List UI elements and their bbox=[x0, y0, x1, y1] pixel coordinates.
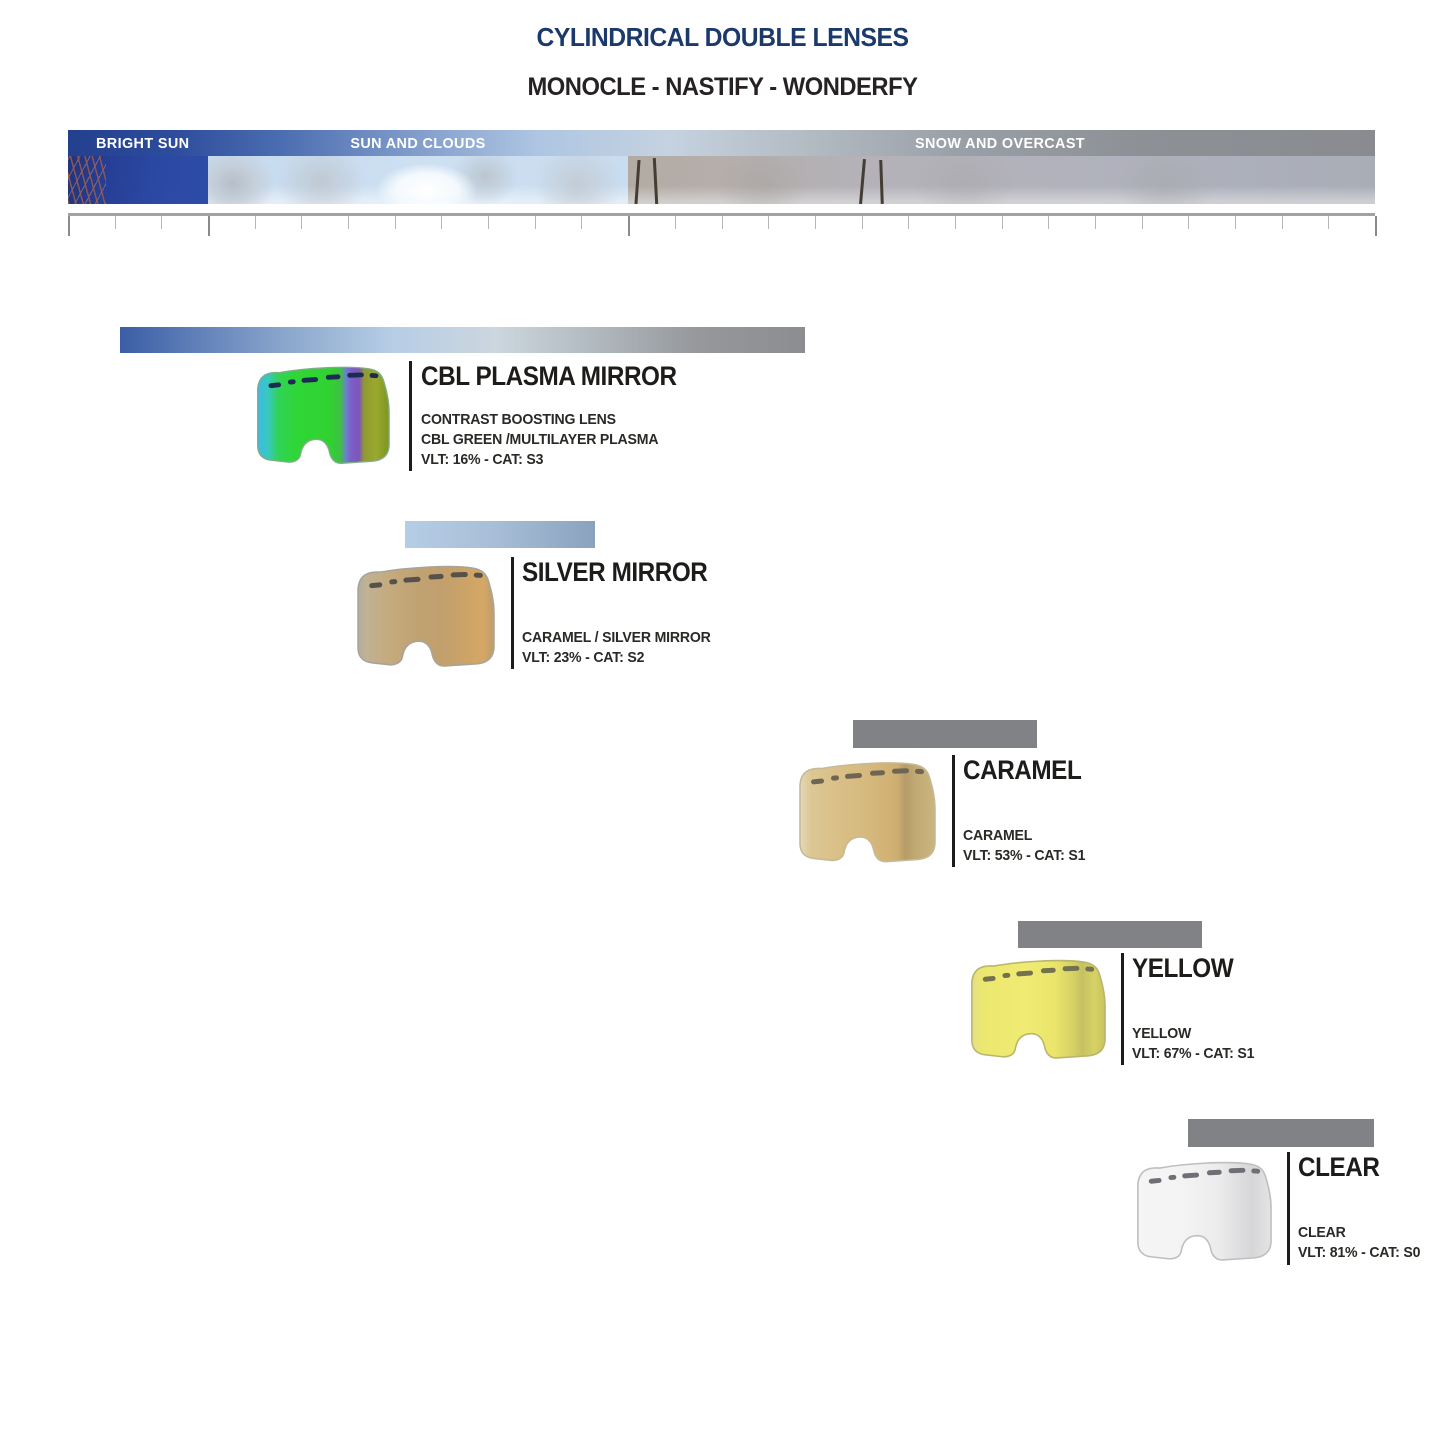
scale-tick bbox=[535, 216, 536, 229]
scale-tick bbox=[675, 216, 676, 229]
lens-image-silver-mirror bbox=[347, 559, 498, 673]
light-conditions-label-band bbox=[68, 130, 1375, 156]
scale-tick bbox=[441, 216, 442, 229]
scale-tick bbox=[1235, 216, 1236, 229]
scale-tick bbox=[815, 216, 816, 229]
scale-tick bbox=[955, 216, 956, 229]
ski-pole-graphic bbox=[859, 159, 865, 204]
range-bar-clear bbox=[1188, 1119, 1374, 1147]
light-conditions-photo-strip bbox=[68, 156, 1375, 204]
divider-line bbox=[1287, 1152, 1290, 1265]
scale-tick bbox=[768, 216, 769, 229]
divider-line bbox=[1121, 953, 1124, 1065]
scale-tick bbox=[1048, 216, 1049, 229]
scale-tick bbox=[208, 216, 210, 236]
scale-tick bbox=[1142, 216, 1143, 229]
divider-line bbox=[409, 361, 412, 471]
lens-details-silver-mirror bbox=[522, 628, 711, 668]
lens-specs: VLT: 16% - CAT: S3 bbox=[421, 451, 544, 468]
page-title: CYLINDRICAL DOUBLE LENSES bbox=[536, 22, 909, 52]
scale-tick bbox=[68, 216, 70, 236]
lens-specs: VLT: 81% - CAT: S0 bbox=[1298, 1244, 1421, 1261]
light-scale-ruler bbox=[68, 213, 1375, 238]
lens-title-caramel: CARAMEL bbox=[963, 755, 1082, 785]
ski-pole-graphic bbox=[634, 160, 640, 204]
lens-specs: VLT: 53% - CAT: S1 bbox=[963, 847, 1086, 864]
range-bar-yellow bbox=[1018, 921, 1202, 948]
lens-specs: VLT: 23% - CAT: S2 bbox=[522, 649, 645, 666]
lens-image-caramel bbox=[789, 757, 939, 867]
condition-label-bright-sun: BRIGHT SUN bbox=[96, 135, 190, 152]
lens-image-clear bbox=[1127, 1155, 1275, 1267]
ski-pole-graphic bbox=[653, 158, 658, 204]
condition-label-snow-and-overcast: SNOW AND OVERCAST bbox=[914, 135, 1086, 152]
scale-tick bbox=[1328, 216, 1329, 229]
scale-tick bbox=[348, 216, 349, 229]
scale-tick bbox=[722, 216, 723, 229]
lens-description: CARAMEL bbox=[963, 827, 1033, 844]
scale-tick bbox=[1282, 216, 1283, 229]
lens-description: CLEAR bbox=[1298, 1224, 1346, 1241]
divider-line bbox=[511, 557, 514, 669]
lens-title-silver-mirror: SILVER MIRROR bbox=[522, 557, 708, 587]
scale-tick bbox=[908, 216, 909, 229]
scale-tick bbox=[1188, 216, 1189, 229]
scale-tick bbox=[255, 216, 256, 229]
photo-snow-and-overcast bbox=[628, 156, 1375, 204]
lens-description: CBL GREEN /MULTILAYER PLASMA bbox=[421, 431, 659, 448]
lens-details-caramel bbox=[963, 826, 1085, 866]
lens-image-cbl-plasma-mirror bbox=[247, 362, 393, 468]
lens-description: CARAMEL / SILVER MIRROR bbox=[522, 629, 711, 646]
scale-tick bbox=[581, 216, 582, 229]
lens-subtitle: CONTRAST BOOSTING LENS bbox=[421, 411, 616, 428]
range-bar-silver-mirror bbox=[405, 521, 595, 548]
range-bar-caramel bbox=[853, 720, 1037, 748]
page-subtitle: MONOCLE - NASTIFY - WONDERFY bbox=[527, 73, 918, 101]
lens-title-cbl-plasma-mirror: CBL PLASMA MIRROR bbox=[421, 361, 677, 391]
lens-details-cbl-plasma-mirror bbox=[421, 410, 658, 470]
lens-title-clear: CLEAR bbox=[1298, 1152, 1380, 1182]
scale-tick bbox=[115, 216, 116, 229]
lens-title-yellow: YELLOW bbox=[1132, 953, 1234, 983]
scale-tick bbox=[1095, 216, 1096, 229]
ski-pole-graphic bbox=[879, 160, 883, 204]
lens-image-yellow bbox=[961, 955, 1109, 1063]
scale-tick bbox=[1375, 216, 1377, 236]
scale-tick bbox=[1002, 216, 1003, 229]
photo-bright-sun bbox=[68, 156, 208, 204]
lens-description: YELLOW bbox=[1132, 1025, 1192, 1042]
lens-details-yellow bbox=[1132, 1024, 1254, 1064]
photo-sun-and-clouds bbox=[208, 156, 628, 204]
lens-details-clear bbox=[1298, 1223, 1420, 1263]
scale-tick bbox=[862, 216, 863, 229]
lens-specs: VLT: 67% - CAT: S1 bbox=[1132, 1045, 1255, 1062]
scale-tick bbox=[628, 216, 630, 236]
divider-line bbox=[952, 755, 955, 867]
scale-tick bbox=[395, 216, 396, 229]
range-bar-cbl-plasma-mirror bbox=[120, 327, 805, 353]
light-conditions-bar bbox=[68, 130, 1375, 204]
scale-tick bbox=[301, 216, 302, 229]
scale-tick bbox=[488, 216, 489, 229]
scale-tick bbox=[161, 216, 162, 229]
condition-label-sun-and-clouds: SUN AND CLOUDS bbox=[350, 135, 486, 152]
